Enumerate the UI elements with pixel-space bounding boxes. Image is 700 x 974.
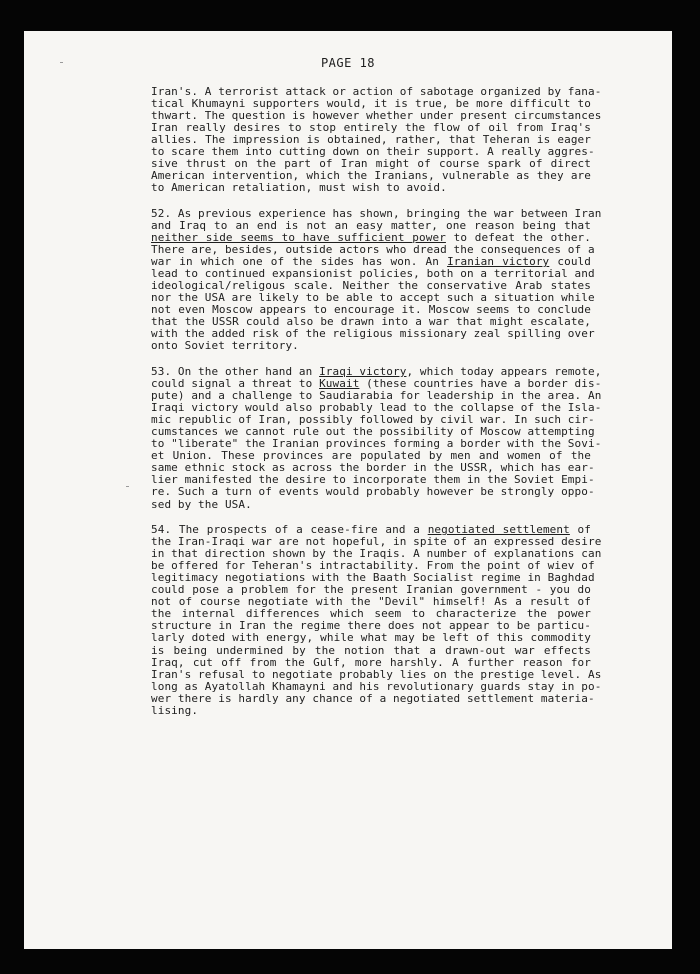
paragraph-continuation: [151, 85, 602, 195]
paragraph-52: [151, 206, 602, 353]
text-line: the internal differences which seem to characterize the power: [151, 607, 591, 621]
text-line: pute) and a challenge to Saudiarabia for leadership in the area. An: [151, 389, 602, 403]
text-line: lising.: [151, 703, 199, 717]
text-line: the Iran-Iraqi war are not hopeful, in spite of an expressed desire: [151, 535, 602, 549]
text-line: is being undermined by the notion that a drawn-out war effects: [151, 643, 591, 657]
text-line: in that direction shown by the Iraqis. A number of explanations can: [151, 547, 602, 561]
text-line: and Iraq to an end is not an easy matter, one reason being that: [151, 218, 591, 232]
text-line: that the USSR could also be drawn into a war that might escalate,: [151, 315, 591, 329]
text-line: allies. The impression is obtained, rather, that Teheran is eager: [151, 133, 591, 147]
text-line: lead to continued expansionist policies, both on a territorial and: [151, 267, 595, 281]
text-line: tical Khumayni supporters would, it is true, be more difficult to: [151, 97, 591, 111]
text-line: could pose a problem for the present Iranian government - you do: [151, 583, 591, 597]
text-line: lier manifested the desire to incorporate them in the Soviet Empi-: [151, 473, 595, 487]
text-line: Iran's refusal to negotiate probably lies on the prestige level. As: [151, 667, 602, 681]
text-line: not even Moscow appears to encourage it. Moscow seems to conclude: [151, 303, 591, 317]
text-line: same ethnic stock as across the border in the USSR, which has ear-: [151, 461, 595, 475]
text-line: could signal a threat to Kuwait (these countries have a border dis-: [151, 377, 602, 391]
text-line: onto Soviet territory.: [151, 339, 299, 353]
text-line: mic republic of Iran, possibly followed by civil war. In such cir-: [151, 413, 595, 427]
underlined-phrase: Iranian victory: [447, 255, 550, 269]
text-line: re. Such a turn of events would probably however be strongly oppo-: [151, 485, 595, 499]
text-line: sed by the USA.: [151, 497, 252, 511]
underlined-phrase: negotiated settlement: [427, 523, 570, 537]
text-line: 52. As previous experience has shown, bringing the war between Iran: [151, 206, 602, 220]
text-line: with the added risk of the religious missionary zeal spilling over: [151, 327, 595, 341]
underlined-phrase: neither side seems to have sufficient power: [151, 231, 446, 245]
text-line: sive thrust on the part of Iran might of course spark of direct: [151, 157, 591, 171]
text-line: et Union. These provinces are populated by men and women of the: [151, 449, 591, 463]
text-line: Iran's. A terrorist attack or action of sabotage organized by fana-: [151, 85, 602, 98]
page-number-header: PAGE 18: [320, 56, 376, 70]
document-page: [24, 31, 672, 949]
text-line: Iraqi victory would also probably lead to the collapse of the Isla-: [151, 401, 602, 415]
text-line: structure in Iran the regime there does not appear to be particu-: [151, 619, 591, 633]
text-line: 53. On the other hand an Iraqi victory, which today appears remote,: [151, 364, 602, 378]
text-line: Iran really desires to stop entirely the flow of oil from Iraq's: [151, 121, 591, 135]
text-line: to scare them into cutting down on their support. A really aggres-: [151, 145, 595, 159]
text-line: nor the USA are likely to be able to accept such a situation while: [151, 291, 595, 305]
text-line: neither side seems to have sufficient power to defeat the other.: [151, 231, 591, 245]
text-line: war in which one of the sides has won. An Iranian victory could: [151, 255, 591, 269]
text-line: Iraq, cut off from the Gulf, more harshly. A further reason for: [151, 655, 591, 669]
underlined-phrase: Iraqi victory: [319, 364, 407, 378]
paragraph-54: [151, 523, 602, 717]
text-line: larly doted with energy, while what may be left of this commodity: [151, 631, 591, 645]
text-line: cumstances we cannot rule out the possibility of Moscow attempting: [151, 425, 595, 439]
text-line: There are, besides, outside actors who dread the consequences of a: [151, 243, 595, 257]
text-line: thwart. The question is however whether under present circumstances: [151, 109, 602, 123]
text-line: to American retaliation, must wish to avoid.: [151, 181, 447, 195]
underlined-phrase: Kuwait: [319, 377, 360, 391]
text-line: wer there is hardly any chance of a negotiated settlement materia-: [151, 691, 595, 705]
text-line: be offered for Teheran's intractability. From the point of wiev of: [151, 559, 595, 573]
text-line: legitimacy negotiations with the Baath Socialist regime in Baghdad: [151, 571, 595, 585]
text-line: not of course negotiate with the "Devil" himself! As a result of: [151, 595, 591, 609]
text-line: 54. The prospects of a cease-fire and a negotiated settlement of: [151, 523, 592, 537]
paragraph-53: [151, 364, 602, 511]
text-line: to "liberate" the Iranian provinces forming a border with the Sovi-: [151, 437, 602, 451]
margin-mark: [126, 486, 129, 487]
margin-mark: [60, 62, 63, 63]
body-text: [151, 85, 602, 730]
text-line: long as Ayatollah Khamayni and his revolutionary guards stay in po-: [151, 679, 602, 693]
text-line: American intervention, which the Iranians, vulnerable as they are: [151, 169, 591, 183]
text-line: ideological/religous scale. Neither the conservative Arab states: [151, 279, 591, 293]
